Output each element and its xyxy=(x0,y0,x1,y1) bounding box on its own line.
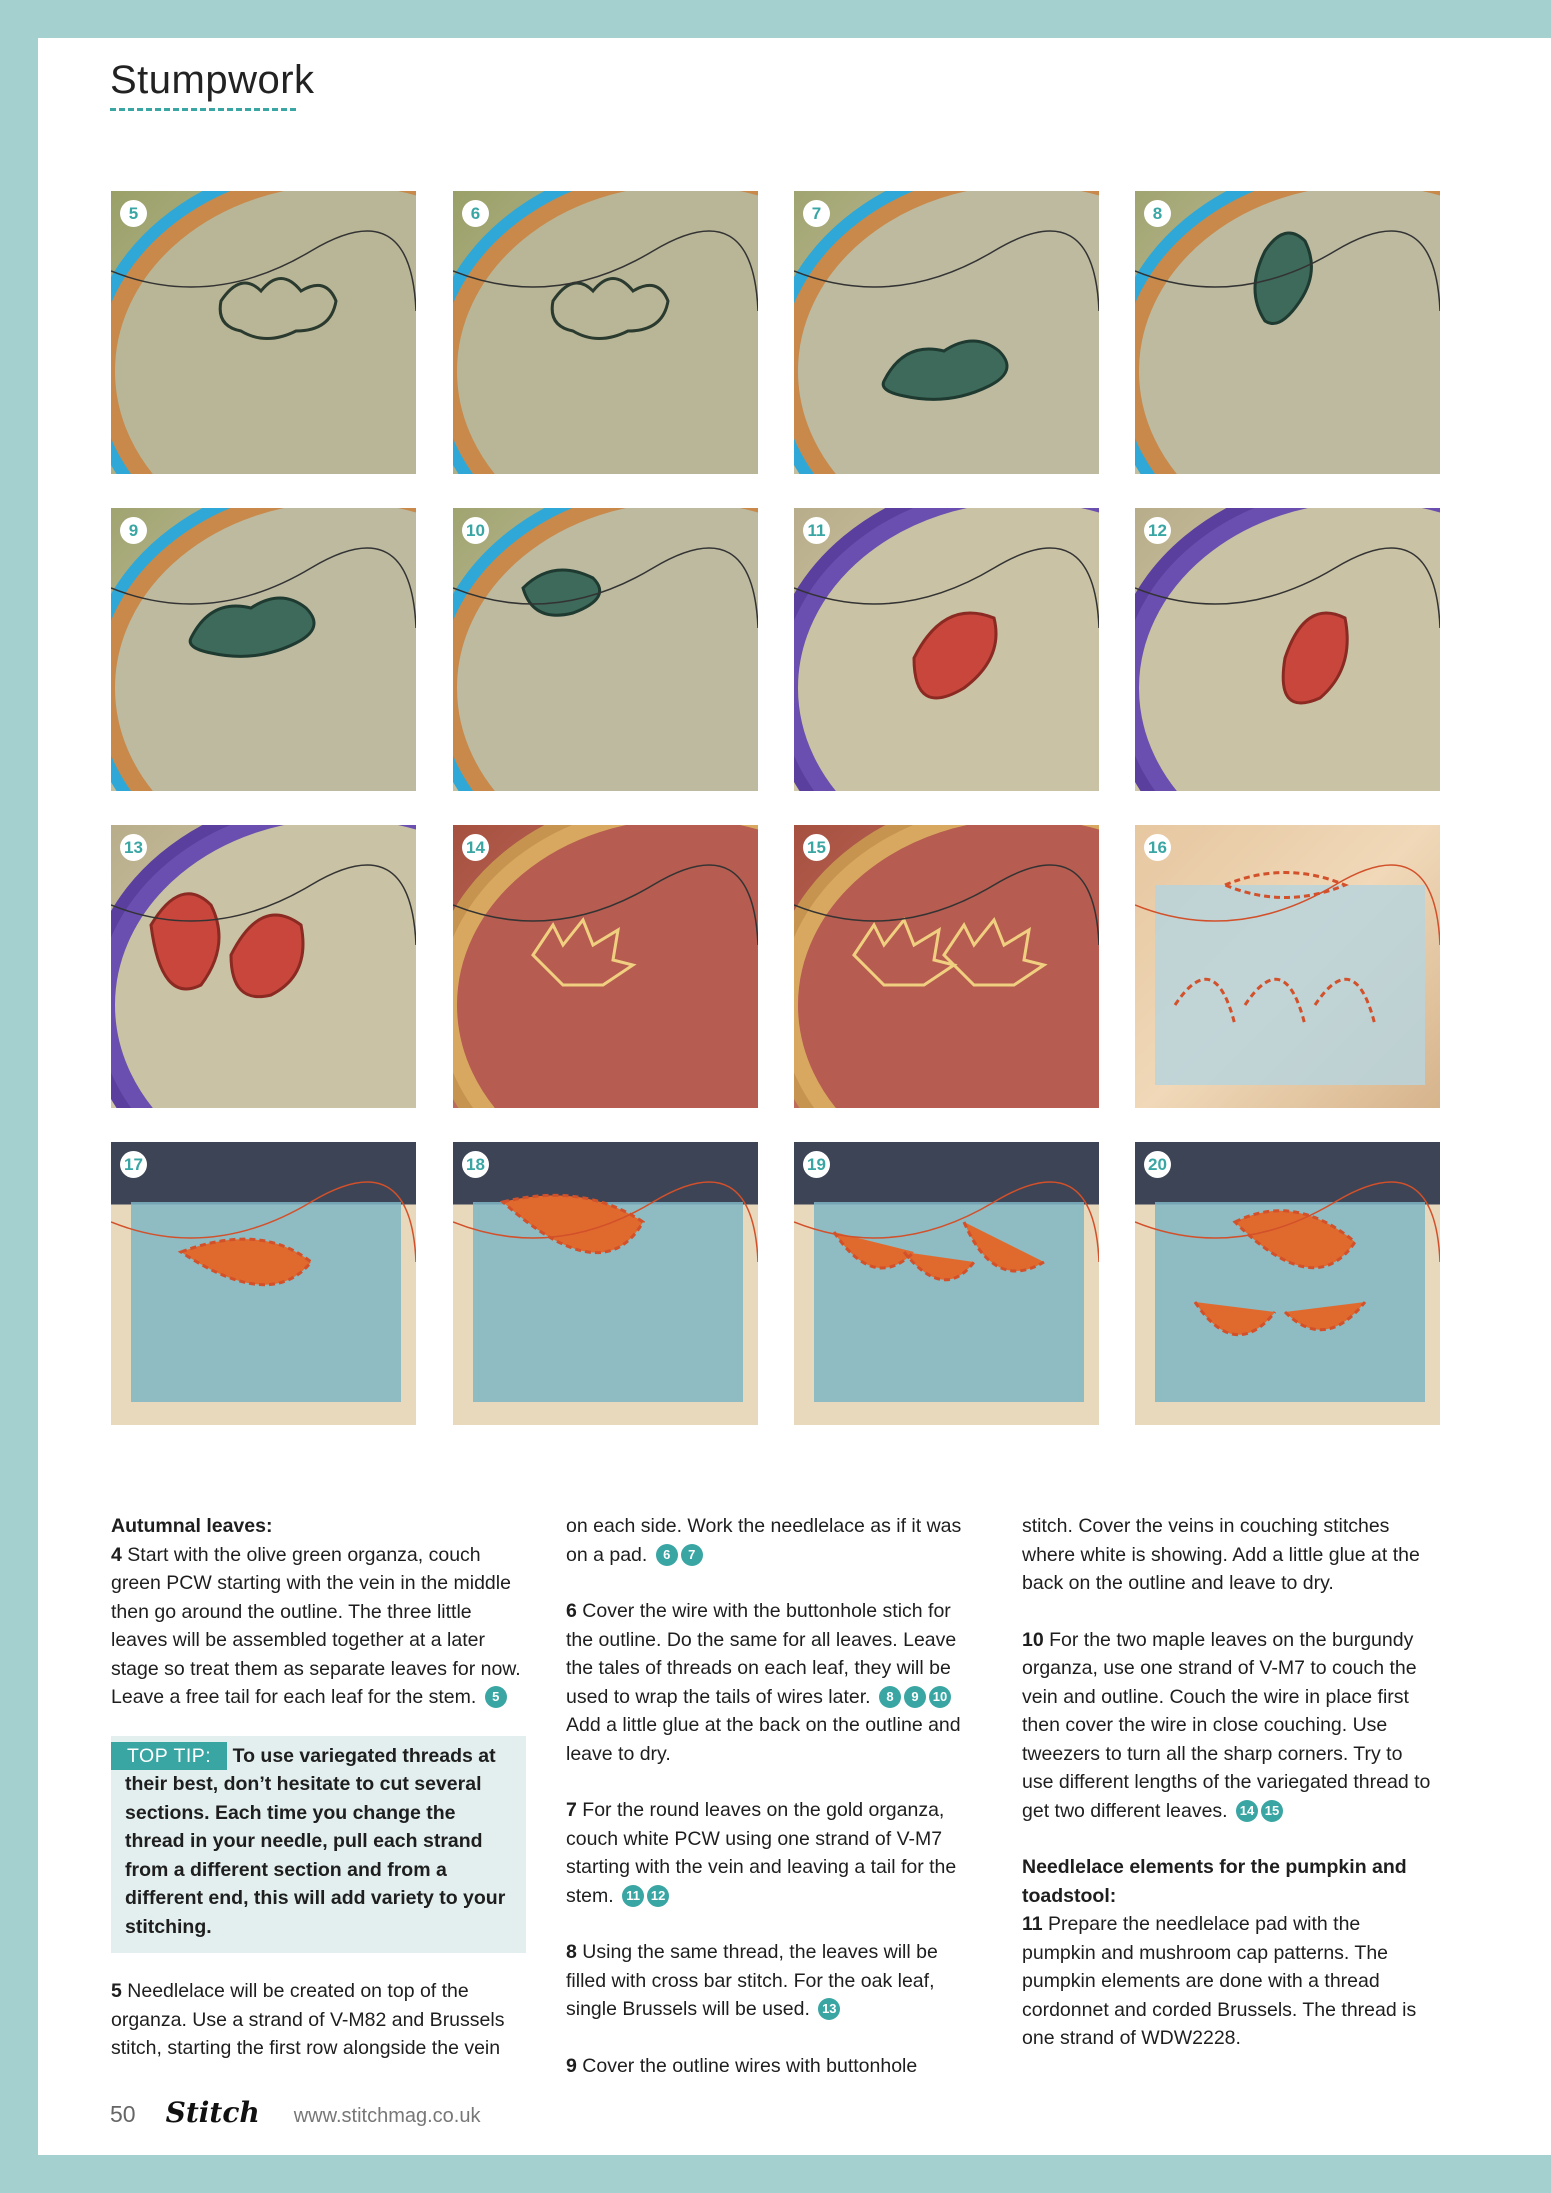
photo-number-badge: 7 xyxy=(803,200,830,227)
step-photo-16 xyxy=(1135,825,1440,1108)
photo-illustration xyxy=(794,1142,1099,1425)
photo-number-badge: 6 xyxy=(462,200,489,227)
photo-number-badge: 12 xyxy=(1144,517,1171,544)
step-text: Using the same thread, the leaves will be filled with cross bar stitch. For the oak leaf, single Brussels will be used. xyxy=(566,1941,938,2020)
step-photo-6 xyxy=(453,191,758,474)
step-text: Add a little glue at the back on the outline and leave to dry. xyxy=(566,1714,961,1765)
section-title: Stumpwork xyxy=(110,58,315,102)
step-number: 7 xyxy=(566,1799,577,1821)
photo-number-badge: 5 xyxy=(120,200,147,227)
section-heading: Needlelace elements for the pumpkin and toadstool: xyxy=(1022,1856,1407,1907)
photo-illustration xyxy=(794,508,1099,791)
step-photo-18 xyxy=(453,1142,758,1425)
step-4 xyxy=(111,1541,526,1712)
photo-illustration xyxy=(794,825,1099,1108)
photo-ref-badge: 9 xyxy=(904,1686,926,1708)
photo-ref-badge: 11 xyxy=(622,1885,644,1907)
step-photo-11 xyxy=(794,508,1099,791)
step-6 xyxy=(566,1597,981,1768)
photo-ref-badge: 10 xyxy=(929,1686,951,1708)
top-tip-box xyxy=(111,1736,526,1954)
page-number: 50 xyxy=(110,2101,136,2127)
step-text: For the two maple leaves on the burgundy organza, use one strand of V-M7 to couch the vein and outline. Couch the wire in place first then cover the wire in close couching. Use tweezers to turn all the sharp corners. Try to use different lengths of the variegated thread to get two different leaves. xyxy=(1022,1628,1431,1822)
photo-illustration xyxy=(1135,825,1440,1108)
step-number: 5 xyxy=(111,1980,122,2002)
photo-illustration xyxy=(453,825,758,1108)
step-photo-19 xyxy=(794,1142,1099,1425)
step-photo-14 xyxy=(453,825,758,1108)
photo-number-badge: 19 xyxy=(803,1151,830,1178)
step-9 xyxy=(566,2052,981,2081)
step-11 xyxy=(1022,1910,1437,2053)
step-10 xyxy=(1022,1626,1437,1826)
magazine-page xyxy=(38,38,1551,2155)
step-photo-13 xyxy=(111,825,416,1108)
step-text: Needlelace will be created on top of the organza. Use a strand of V-M82 and Brussels stitch, starting the first row alongside the vein xyxy=(111,1980,505,2059)
step-5-continued xyxy=(566,1512,981,1569)
photo-illustration xyxy=(794,191,1099,474)
photo-number-badge: 15 xyxy=(803,834,830,861)
step-text: Start with the olive green organza, couch green PCW starting with the vein in the middle then go around the outline. The three little leaves will be assembled together at a later stage so treat them as separate leaves for now. Leave a free tail for each leaf for the stem. xyxy=(111,1543,521,1708)
photo-illustration xyxy=(111,508,416,791)
step-photo-7 xyxy=(794,191,1099,474)
tip-label: TOP TIP: xyxy=(111,1742,227,1771)
step-number: 9 xyxy=(566,2054,577,2077)
step-text: Prepare the needlelace pad with the pumpkin and mushroom cap patterns. The pumpkin elements are done with a thread cordonnet and corded Brussels. The thread is one strand of WDW2228. xyxy=(1022,1913,1417,2049)
photo-illustration xyxy=(111,825,416,1108)
step-7 xyxy=(566,1796,981,1910)
step-9-continued xyxy=(1022,1512,1437,1598)
step-photo-8 xyxy=(1135,191,1440,474)
section-heading: Autumnal leaves: xyxy=(111,1515,273,1537)
photo-number-badge: 20 xyxy=(1144,1151,1171,1178)
step-number: 6 xyxy=(566,1600,577,1622)
photo-number-badge: 8 xyxy=(1144,200,1171,227)
step-photo-10 xyxy=(453,508,758,791)
step-number: 10 xyxy=(1022,1628,1044,1651)
text-column-1 xyxy=(111,1512,526,2063)
step-text: Cover the wire with the buttonhole stich for the outline. Do the same for all leaves. Leave the tales of threads on each leaf, they will be used to wrap the tails of wires later. xyxy=(566,1600,957,1708)
page-footer xyxy=(110,2096,480,2136)
step-photo-15 xyxy=(794,825,1099,1108)
step-photo-20 xyxy=(1135,1142,1440,1425)
step-8 xyxy=(566,1938,981,2024)
photo-ref-badge: 7 xyxy=(681,1544,703,1566)
step-5 xyxy=(111,1977,526,2063)
photo-number-badge: 17 xyxy=(120,1151,147,1178)
photo-number-badge: 10 xyxy=(462,517,489,544)
text-column-3 xyxy=(1022,1512,1437,2053)
photo-number-badge: 16 xyxy=(1144,834,1171,861)
photo-ref-badge: 6 xyxy=(656,1544,678,1566)
photo-ref-badge: 14 xyxy=(1236,1800,1258,1822)
photo-ref-badge: 12 xyxy=(647,1885,669,1907)
photo-ref-badge: 5 xyxy=(485,1686,507,1708)
photo-number-badge: 11 xyxy=(803,517,830,544)
step-text: For the round leaves on the gold organza, couch white PCW using one strand of V-M7 starting with the vein and leaving a tail for the stem. xyxy=(566,1799,957,1907)
step-text: Cover the outline wires with buttonhole xyxy=(582,2054,918,2077)
photo-illustration xyxy=(1135,508,1440,791)
photo-illustration xyxy=(1135,191,1440,474)
photo-number-badge: 9 xyxy=(120,517,147,544)
photo-illustration xyxy=(453,1142,758,1425)
photo-number-badge: 13 xyxy=(120,834,147,861)
photo-number-badge: 14 xyxy=(462,834,489,861)
step-number: 8 xyxy=(566,1941,577,1963)
photo-ref-badge: 15 xyxy=(1261,1800,1283,1822)
step-photo-9 xyxy=(111,508,416,791)
photo-illustration xyxy=(453,191,758,474)
step-text: stitch. Cover the veins in couching stitches where white is showing. Add a little glue at the back on the outline and leave to dry. xyxy=(1022,1515,1420,1594)
photo-illustration xyxy=(453,508,758,791)
website-link[interactable]: www.stitchmag.co.uk xyxy=(293,2105,481,2127)
text-column-2 xyxy=(566,1512,981,2080)
step-text: on each side. Work the needlelace as if it was on a pad. xyxy=(566,1515,962,1566)
step-photo-12 xyxy=(1135,508,1440,791)
magazine-logo: Stitch xyxy=(165,2096,260,2129)
photo-illustration xyxy=(111,191,416,474)
photo-number-badge: 18 xyxy=(462,1151,489,1178)
photo-ref-badge: 8 xyxy=(879,1686,901,1708)
photo-illustration xyxy=(111,1142,416,1425)
step-photo-5 xyxy=(111,191,416,474)
step-photo-17 xyxy=(111,1142,416,1425)
step-number: 4 xyxy=(111,1543,122,1566)
tip-text: To use variegated threads at their best, don’t hesitate to cut several sections. Each time you change the thread in your needle, pull each strand from a different section and from a different end, this will add variety to your stitching. xyxy=(125,1744,506,1938)
title-underline xyxy=(110,108,296,111)
photo-ref-badge: 13 xyxy=(818,1998,840,2020)
photo-illustration xyxy=(1135,1142,1440,1425)
step-number: 11 xyxy=(1022,1913,1043,1935)
